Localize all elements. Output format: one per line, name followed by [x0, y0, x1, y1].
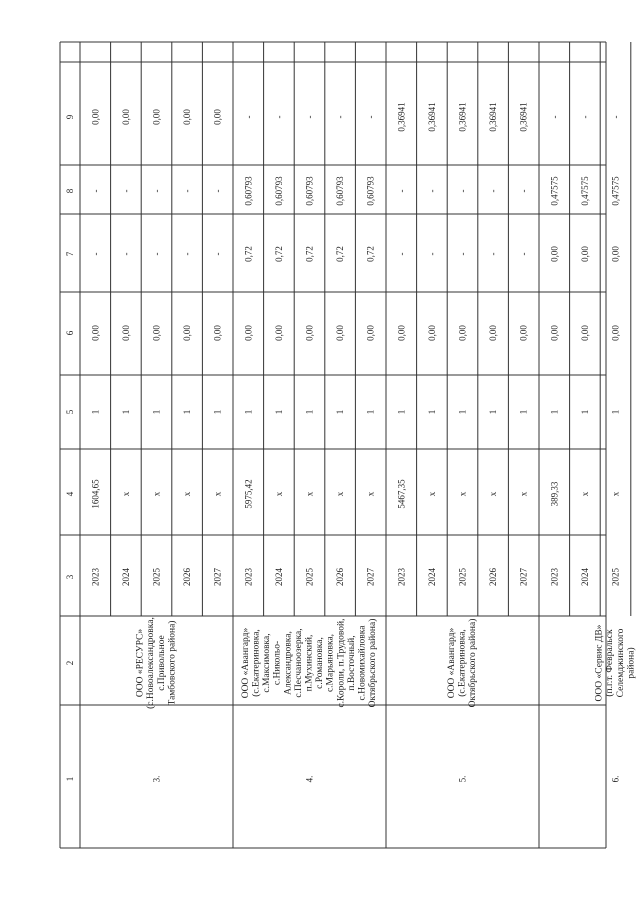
organization-line: Октябрьского района) [368, 618, 379, 708]
cell-col-6: 0,00 [488, 325, 499, 341]
organization-line: района) [626, 647, 637, 679]
organization-line: с.Привольное [156, 635, 167, 691]
cell-col-6: 0,00 [457, 325, 468, 341]
organization-line: Александровка, [283, 631, 294, 695]
cell-col-5: 1 [243, 409, 254, 415]
cell-col-9: 0,00 [90, 109, 101, 125]
cell-col-7: - [396, 252, 407, 256]
cell-col-8: 0,47575 [579, 176, 590, 206]
cell-col-5: 1 [579, 409, 590, 415]
cell-col-7: - [90, 252, 101, 256]
cell-col-5: 1 [426, 409, 437, 415]
cell-col-8: - [90, 189, 101, 193]
column-header-6: 6 [65, 330, 75, 336]
organization-line: с.Максимовка, [262, 633, 273, 693]
cell-col-9: - [579, 115, 590, 119]
cell-col-7: - [212, 252, 223, 256]
cell-col-4: x [273, 491, 284, 497]
cell-col-5: 1 [457, 409, 468, 415]
cell-col-8: - [396, 189, 407, 193]
cell-col-4: x [579, 491, 590, 497]
cell-col-6: 0,00 [365, 325, 376, 341]
cell-col-4: x [365, 491, 376, 497]
cell-col-8: - [457, 189, 468, 193]
cell-col-4: x [518, 491, 529, 497]
cell-col-7: - [182, 252, 193, 256]
cell-col-4: x [426, 491, 437, 497]
organization-line: п.Восточный, [346, 635, 357, 691]
cell-col-4: x [335, 491, 346, 497]
organization-line: (п.г.т. Февральск [605, 629, 616, 697]
cell-col-3: 2026 [335, 568, 346, 586]
cell-col-3: 2025 [304, 568, 315, 586]
cell-col-3: 2027 [212, 568, 223, 586]
cell-col-4: x [182, 491, 193, 497]
cell-col-3: 2027 [518, 568, 529, 586]
cell-col-6: 0,00 [151, 325, 162, 341]
cell-col-5: 1 [212, 409, 223, 415]
organization-line: ООО «Сервис ДВ» [594, 624, 605, 702]
cell-col-8: - [488, 189, 499, 193]
cell-col-6: 0,00 [426, 325, 437, 341]
column-header-4: 4 [65, 491, 75, 497]
cell-col-6: 0,00 [243, 325, 254, 341]
cell-col-4: x [151, 491, 162, 497]
cell-col-9: - [549, 115, 560, 119]
cell-col-3: 2023 [90, 568, 101, 586]
cell-col-3: 2025 [151, 568, 162, 586]
organization-line: с.Песчаноозерка, [293, 628, 304, 698]
cell-col-4: 5975,42 [243, 479, 254, 509]
cell-col-4: x [120, 491, 131, 497]
organization-line: с.Марьяновка, [325, 633, 336, 693]
cell-col-5: 1 [549, 409, 560, 415]
cell-col-8: 0,60793 [243, 176, 254, 206]
cell-col-5: 1 [610, 409, 621, 415]
cell-col-8: - [426, 189, 437, 193]
cell-col-9: 0,00 [120, 109, 131, 125]
cell-col-4: 389,33 [549, 481, 560, 507]
cell-col-9: 0,36941 [518, 102, 529, 132]
row-number: 3. [151, 775, 162, 783]
organization-line: с.Романовка, [315, 637, 326, 689]
organization-line: Селемджинского [615, 628, 626, 698]
organization-line: ООО «Авангард» [446, 627, 457, 699]
cell-col-5: 1 [120, 409, 131, 415]
cell-col-5: 1 [304, 409, 315, 415]
cell-col-3: 2025 [610, 568, 621, 586]
cell-col-8: 0,60793 [335, 176, 346, 206]
cell-col-6: 0,00 [518, 325, 529, 341]
cell-col-8: 0,60793 [304, 176, 315, 206]
cell-col-8: - [120, 189, 131, 193]
cell-col-6: 0,00 [273, 325, 284, 341]
cell-col-7: - [120, 252, 131, 256]
cell-col-5: 1 [90, 409, 101, 415]
cell-col-9: 0,36941 [396, 102, 407, 132]
cell-col-7: 0,72 [335, 246, 346, 262]
cell-col-6: 0,00 [90, 325, 101, 341]
cell-col-3: 2024 [426, 568, 437, 586]
cell-col-9: 0,36941 [426, 102, 437, 132]
column-header-2: 2 [65, 660, 75, 666]
cell-col-9: 0,36941 [457, 102, 468, 132]
column-header-7: 7 [65, 251, 75, 257]
cell-col-7: 0,00 [579, 246, 590, 262]
cell-col-7: - [488, 252, 499, 256]
cell-col-6: 0,00 [182, 325, 193, 341]
cell-col-6: 0,00 [120, 325, 131, 341]
row-number: 5. [457, 775, 468, 783]
organization-line: ООО «РЕСУРС» [135, 628, 146, 698]
cell-col-4: x [457, 491, 468, 497]
cell-col-7: 0,72 [243, 246, 254, 262]
cell-col-9: - [304, 115, 315, 119]
cell-col-4: x [488, 491, 499, 497]
column-header-3: 3 [65, 574, 75, 580]
column-header-1: 1 [65, 776, 75, 782]
cell-col-4: x [610, 491, 621, 497]
cell-col-3: 2026 [182, 568, 193, 586]
cell-col-9: - [273, 115, 284, 119]
cell-col-9: - [243, 115, 254, 119]
cell-col-4: x [304, 491, 315, 497]
cell-col-9: - [610, 115, 621, 119]
cell-col-7: - [457, 252, 468, 256]
organization-line: с.Новомихайловка [357, 625, 368, 701]
organization-line: с.Короли, п.Трудовой, [336, 618, 347, 708]
organization-line: с.Никольо- [272, 640, 283, 686]
cell-col-5: 1 [365, 409, 376, 415]
cell-col-3: 2023 [549, 568, 560, 586]
column-header-9: 9 [65, 114, 75, 120]
cell-col-3: 2025 [457, 568, 468, 586]
cell-col-6: 0,00 [335, 325, 346, 341]
cell-col-8: - [212, 189, 223, 193]
cell-col-5: 1 [518, 409, 529, 415]
cell-col-7: 0,72 [304, 246, 315, 262]
cell-col-5: 1 [182, 409, 193, 415]
cell-col-8: 0,60793 [273, 176, 284, 206]
cell-col-5: 1 [488, 409, 499, 415]
cell-col-6: 0,00 [396, 325, 407, 341]
cell-col-9: - [365, 115, 376, 119]
cell-col-8: 0,60793 [365, 176, 376, 206]
cell-col-3: 2024 [273, 568, 284, 586]
cell-col-7: 0,00 [549, 246, 560, 262]
cell-col-5: 1 [151, 409, 162, 415]
cell-col-6: 0,00 [212, 325, 223, 341]
cell-col-9: - [335, 115, 346, 119]
cell-col-3: 2023 [243, 568, 254, 586]
cell-col-8: 0,47575 [549, 176, 560, 206]
cell-col-5: 1 [335, 409, 346, 415]
cell-col-3: 2026 [488, 568, 499, 586]
cell-col-8: - [518, 189, 529, 193]
row-number: 6. [610, 775, 621, 783]
cell-col-6: 0,00 [304, 325, 315, 341]
column-header-5: 5 [65, 409, 75, 415]
cell-col-5: 1 [273, 409, 284, 415]
cell-col-4: x [212, 491, 223, 497]
cell-col-9: 0,00 [182, 109, 193, 125]
cell-col-7: 0,00 [610, 246, 621, 262]
organization-line: Тамбовского района) [167, 620, 178, 706]
organization-line: Октябрьского района) [468, 618, 479, 708]
cell-col-7: 0,72 [365, 246, 376, 262]
cell-col-3: 2024 [120, 568, 131, 586]
organization-line: п.Мухинский, [304, 634, 315, 692]
cell-col-8: - [182, 189, 193, 193]
cell-col-7: 0,72 [273, 246, 284, 262]
cell-col-7: - [151, 252, 162, 256]
row-number: 4. [304, 775, 315, 783]
cell-col-8: - [151, 189, 162, 193]
cell-col-3: 2024 [579, 568, 590, 586]
cell-col-9: 0,00 [151, 109, 162, 125]
cell-col-3: 2027 [365, 568, 376, 586]
cell-col-9: 0,36941 [488, 102, 499, 132]
cell-col-9: 0,00 [212, 109, 223, 125]
cell-col-6: 0,00 [579, 325, 590, 341]
column-header-8: 8 [65, 188, 75, 194]
cell-col-7: - [518, 252, 529, 256]
cell-col-3: 2023 [396, 568, 407, 586]
cell-col-4: 1604,65 [90, 479, 101, 509]
cell-col-8: 0,47575 [610, 176, 621, 206]
organization-line: (с.Новоалександровка, [146, 617, 157, 709]
cell-col-5: 1 [396, 409, 407, 415]
cell-col-6: 0,00 [610, 325, 621, 341]
cell-col-4: 5467,35 [396, 479, 407, 509]
cell-col-7: - [426, 252, 437, 256]
organization-line: (с.Екатериновка, [457, 629, 468, 697]
organization-line: ООО «Авангард» [240, 627, 251, 699]
cell-col-6: 0,00 [549, 325, 560, 341]
organization-line: (с.Екатериновка, [251, 629, 262, 697]
